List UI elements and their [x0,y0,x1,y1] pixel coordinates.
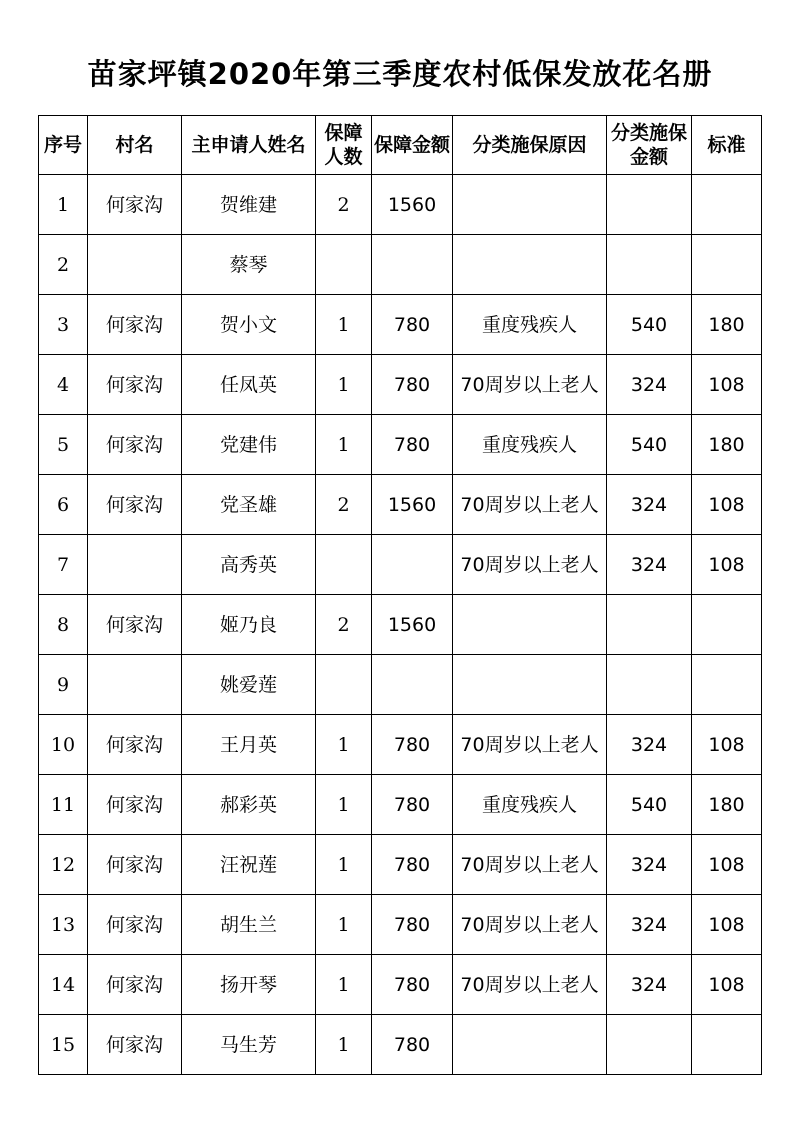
cell-people: 1 [316,415,372,475]
cell-people [316,655,372,715]
cell-serial: 12 [39,835,88,895]
cell-reason: 70周岁以上老人 [453,535,607,595]
header-row [39,116,762,175]
cell-people: 2 [316,475,372,535]
cell-category-amount: 540 [607,295,692,355]
table-row [39,835,762,895]
cell-standard [692,595,762,655]
cell-serial: 15 [39,1015,88,1075]
cell-reason [453,1015,607,1075]
cell-standard: 108 [692,535,762,595]
cell-standard: 180 [692,295,762,355]
cell-category-amount [607,655,692,715]
cell-village: 何家沟 [88,295,182,355]
table-row [39,175,762,235]
cell-applicant: 党圣雄 [182,475,316,535]
cell-village [88,655,182,715]
cell-amount: 780 [372,895,453,955]
cell-reason: 重度残疾人 [453,415,607,475]
cell-standard: 108 [692,955,762,1015]
table-row [39,475,762,535]
cell-serial: 7 [39,535,88,595]
cell-category-amount: 324 [607,355,692,415]
column-header: 保障金额 [372,116,453,175]
cell-serial: 10 [39,715,88,775]
cell-applicant: 高秀英 [182,535,316,595]
cell-serial: 9 [39,655,88,715]
table-row [39,715,762,775]
cell-village: 何家沟 [88,475,182,535]
cell-reason [453,175,607,235]
cell-serial: 4 [39,355,88,415]
cell-people [316,535,372,595]
cell-people: 1 [316,355,372,415]
cell-category-amount: 324 [607,955,692,1015]
cell-serial: 6 [39,475,88,535]
table-row [39,595,762,655]
cell-serial: 11 [39,775,88,835]
cell-applicant: 郝彩英 [182,775,316,835]
table-row [39,955,762,1015]
cell-serial: 1 [39,175,88,235]
cell-category-amount [607,175,692,235]
cell-reason: 重度残疾人 [453,775,607,835]
cell-reason [453,655,607,715]
cell-standard [692,235,762,295]
cell-amount [372,535,453,595]
cell-people: 1 [316,715,372,775]
cell-amount: 1560 [372,595,453,655]
cell-village: 何家沟 [88,175,182,235]
cell-standard: 108 [692,895,762,955]
cell-serial: 2 [39,235,88,295]
cell-serial: 5 [39,415,88,475]
cell-applicant: 姬乃良 [182,595,316,655]
cell-people: 1 [316,835,372,895]
cell-reason: 70周岁以上老人 [453,895,607,955]
cell-amount: 780 [372,835,453,895]
cell-village: 何家沟 [88,595,182,655]
column-header: 分类施保原因 [453,116,607,175]
cell-applicant: 贺维建 [182,175,316,235]
roster-table [38,115,762,1075]
cell-people: 1 [316,295,372,355]
cell-standard [692,655,762,715]
cell-reason: 70周岁以上老人 [453,955,607,1015]
cell-serial: 14 [39,955,88,1015]
table-row [39,415,762,475]
cell-applicant: 马生芳 [182,1015,316,1075]
cell-category-amount: 540 [607,415,692,475]
cell-village: 何家沟 [88,355,182,415]
cell-village: 何家沟 [88,775,182,835]
cell-serial: 8 [39,595,88,655]
cell-village: 何家沟 [88,1015,182,1075]
cell-amount: 780 [372,415,453,475]
column-header: 分类施保金额 [607,116,692,175]
cell-reason: 70周岁以上老人 [453,835,607,895]
cell-village: 何家沟 [88,895,182,955]
cell-standard: 108 [692,715,762,775]
cell-applicant: 王月英 [182,715,316,775]
cell-category-amount: 324 [607,895,692,955]
cell-category-amount [607,235,692,295]
cell-amount: 1560 [372,175,453,235]
cell-amount [372,235,453,295]
cell-amount: 780 [372,355,453,415]
table-row [39,235,762,295]
cell-standard [692,1015,762,1075]
cell-reason [453,595,607,655]
cell-category-amount: 324 [607,475,692,535]
column-header: 主申请人姓名 [182,116,316,175]
cell-people: 1 [316,895,372,955]
cell-amount: 780 [372,295,453,355]
cell-amount: 780 [372,955,453,1015]
cell-people: 2 [316,175,372,235]
cell-standard: 180 [692,775,762,835]
cell-village [88,235,182,295]
cell-applicant: 姚爱莲 [182,655,316,715]
table-row [39,355,762,415]
column-header: 标准 [692,116,762,175]
cell-reason: 重度残疾人 [453,295,607,355]
cell-category-amount: 324 [607,835,692,895]
cell-applicant: 任凤英 [182,355,316,415]
cell-category-amount [607,1015,692,1075]
cell-applicant: 汪祝莲 [182,835,316,895]
cell-category-amount: 540 [607,775,692,835]
table-row [39,775,762,835]
roster-body [39,175,762,1075]
cell-people: 1 [316,775,372,835]
cell-category-amount: 324 [607,535,692,595]
column-header: 村名 [88,116,182,175]
cell-village: 何家沟 [88,715,182,775]
table-row [39,655,762,715]
cell-standard: 108 [692,835,762,895]
cell-amount: 780 [372,775,453,835]
cell-village: 何家沟 [88,835,182,895]
cell-people: 1 [316,955,372,1015]
cell-applicant: 胡生兰 [182,895,316,955]
cell-applicant: 党建伟 [182,415,316,475]
cell-standard [692,175,762,235]
cell-applicant: 贺小文 [182,295,316,355]
table-row [39,295,762,355]
cell-amount: 780 [372,1015,453,1075]
table-row [39,1015,762,1075]
cell-amount: 780 [372,715,453,775]
page-title: 苗家坪镇2020年第三季度农村低保发放花名册 [87,57,713,91]
table-row [39,535,762,595]
cell-reason [453,235,607,295]
cell-reason: 70周岁以上老人 [453,355,607,415]
cell-village [88,535,182,595]
column-header: 序号 [39,116,88,175]
cell-category-amount [607,595,692,655]
cell-serial: 3 [39,295,88,355]
cell-reason: 70周岁以上老人 [453,475,607,535]
cell-applicant: 扬开琴 [182,955,316,1015]
cell-applicant: 蔡琴 [182,235,316,295]
cell-category-amount: 324 [607,715,692,775]
cell-village: 何家沟 [88,955,182,1015]
cell-village: 何家沟 [88,415,182,475]
cell-standard: 180 [692,415,762,475]
cell-people [316,235,372,295]
cell-reason: 70周岁以上老人 [453,715,607,775]
cell-people: 1 [316,1015,372,1075]
cell-serial: 13 [39,895,88,955]
table-row [39,895,762,955]
cell-amount [372,655,453,715]
column-header: 保障人数 [316,116,372,175]
cell-standard: 108 [692,475,762,535]
cell-amount: 1560 [372,475,453,535]
cell-people: 2 [316,595,372,655]
cell-standard: 108 [692,355,762,415]
